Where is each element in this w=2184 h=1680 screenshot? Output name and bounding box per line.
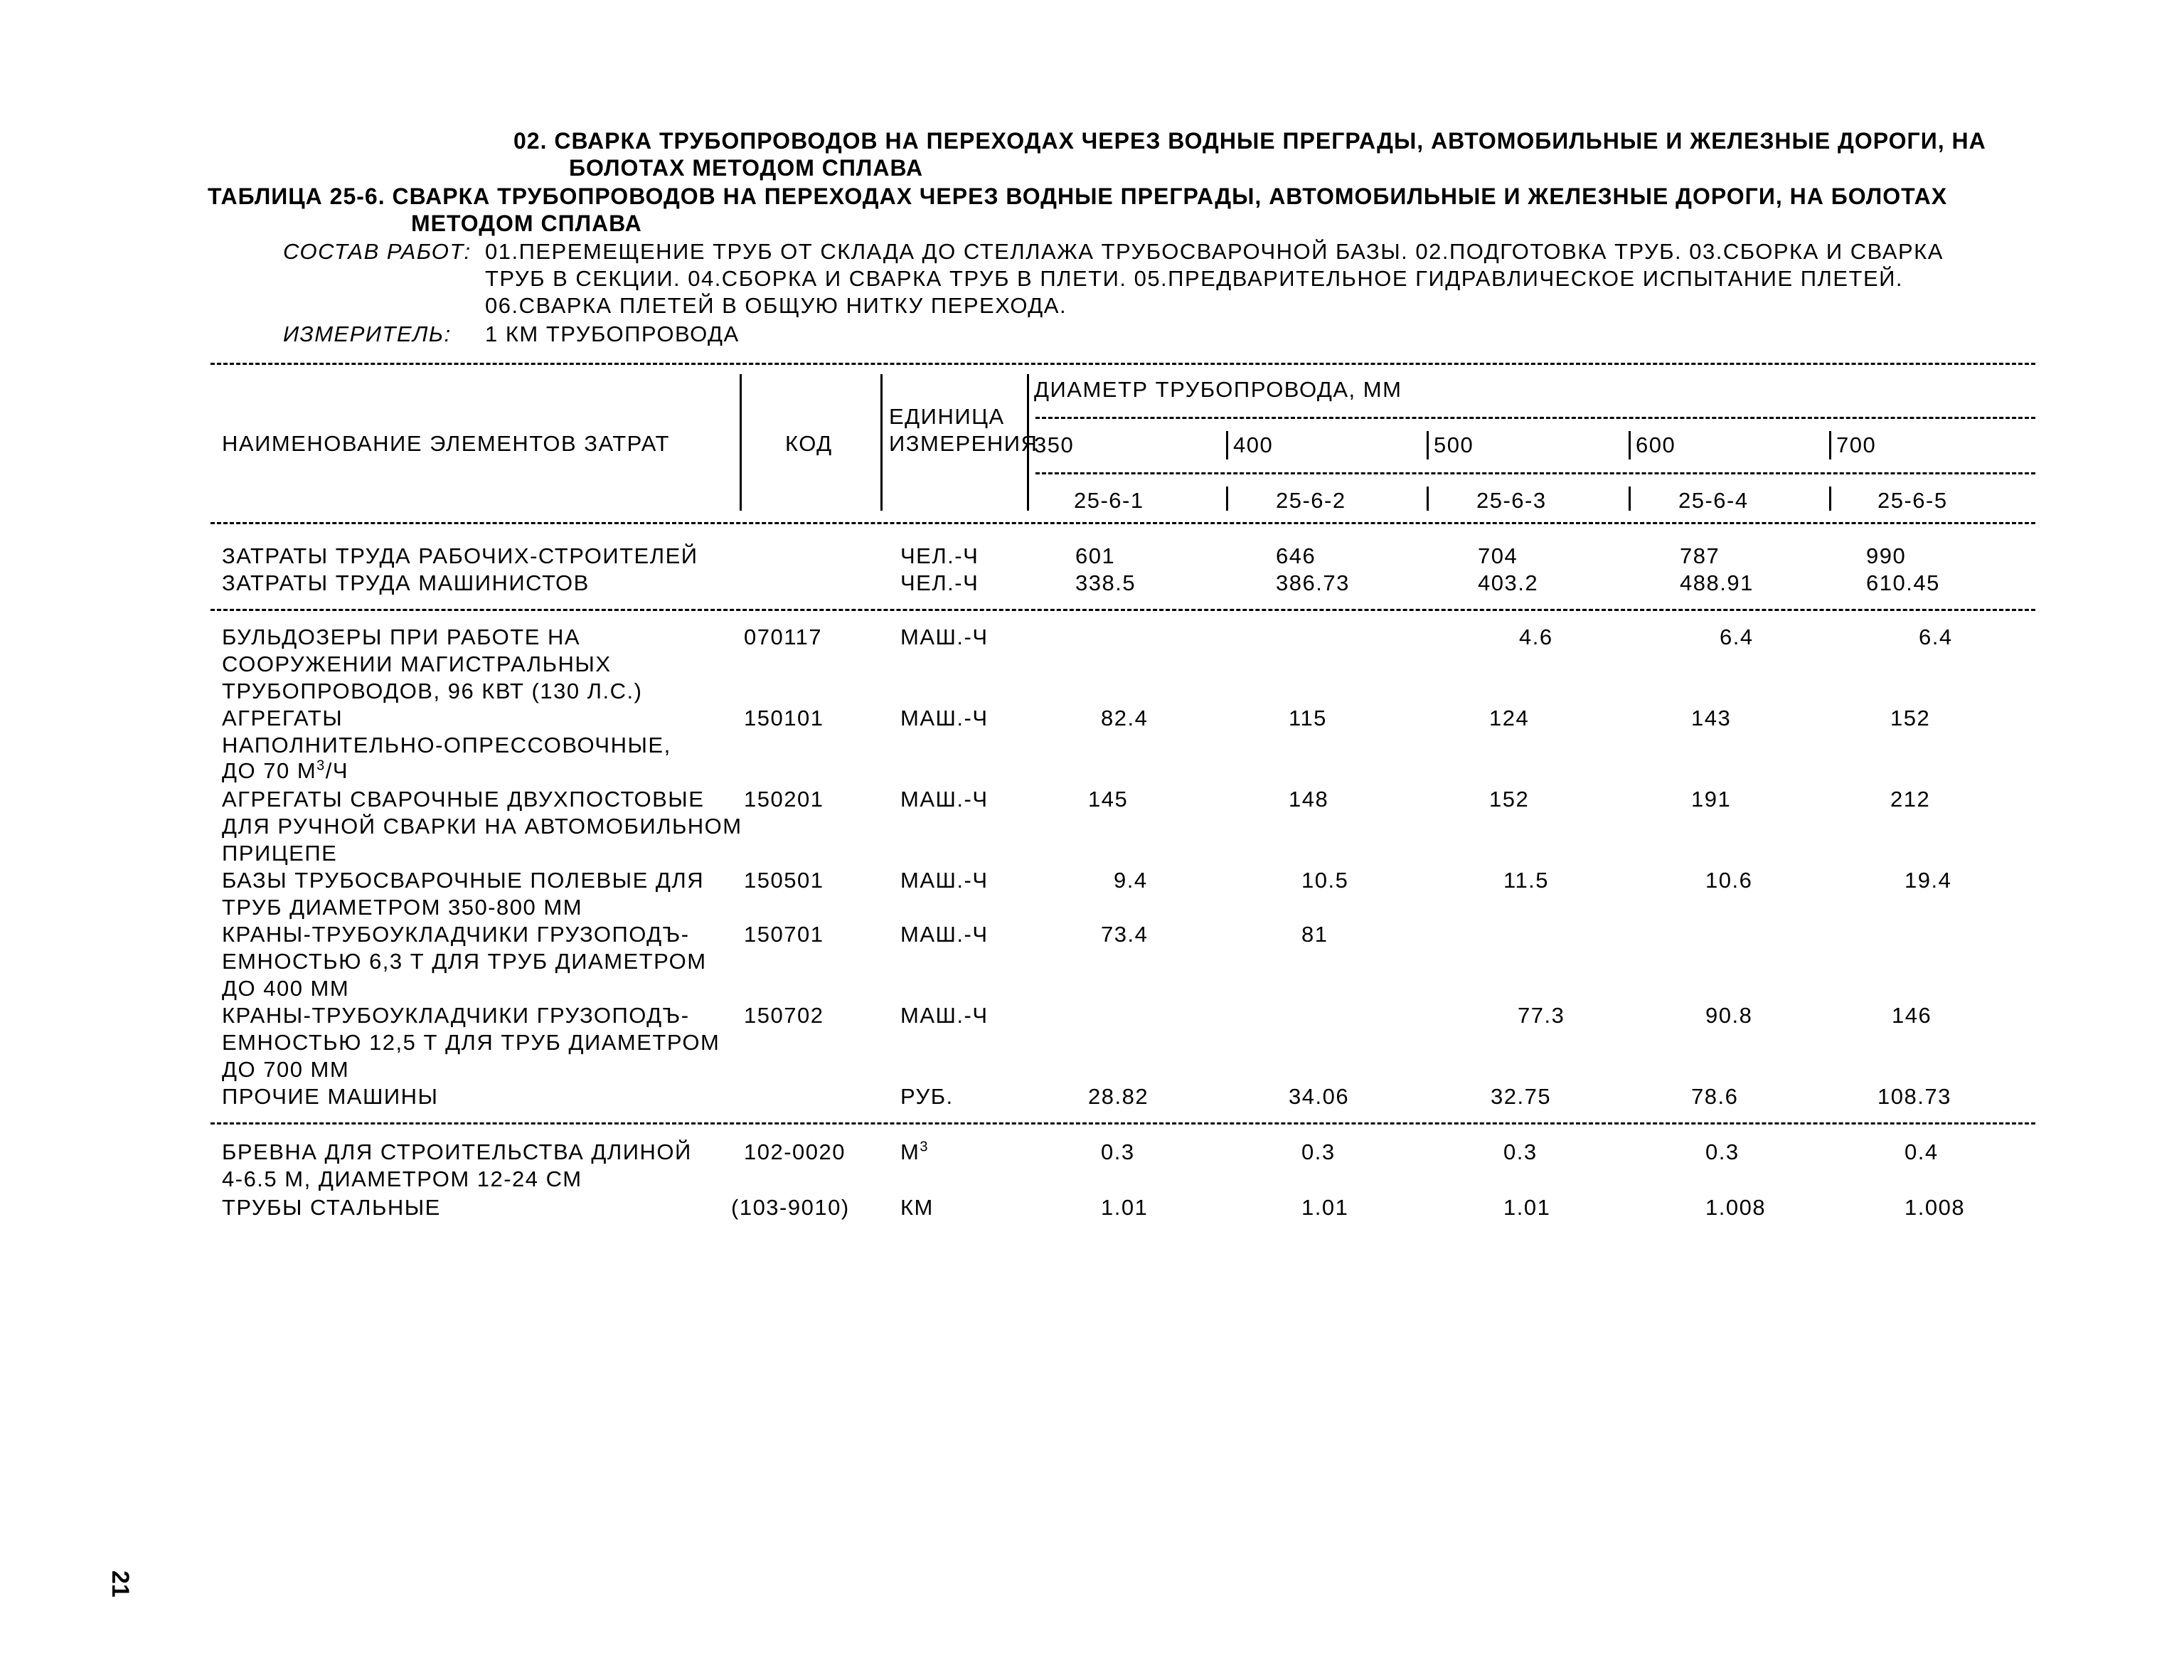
header-divider-700 <box>1829 431 1831 459</box>
material-row-2-v3: 1.01 <box>1503 1195 1551 1220</box>
header-diameter-group: ДИАМЕТР ТРУБОПРОВОДА, ММ <box>1034 377 1402 402</box>
machine-row-2-v5: 152 <box>1890 706 1931 730</box>
machine-row-7-v3: 32.75 <box>1491 1084 1552 1109</box>
code-25-6-5: 25-6-5 <box>1877 488 1948 513</box>
machine-row-1-v4: 6.4 <box>1720 624 1754 649</box>
material-row-1-name-1: БРЕВНА ДЛЯ СТРОИТЕЛЬСТВА ДЛИНОЙ <box>222 1139 692 1164</box>
machine-row-3-code: 150201 <box>744 787 824 812</box>
machine-row-2-v1: 82.4 <box>1101 706 1149 730</box>
scope-line1: 01.ПЕРЕМЕЩЕНИЕ ТРУБ ОТ СКЛАДА ДО СТЕЛЛАЖА ТРУБОСВАРОЧНОЙ БАЗЫ. 02.ПОДГОТОВКА ТРУБ. 03.СБОРКА И СВАРКА <box>485 239 1944 264</box>
header-unit-line2: ИЗМЕРЕНИЯ <box>889 431 1038 456</box>
header-unit-line1: ЕДИНИЦА <box>889 404 1005 429</box>
code-25-6-2: 25-6-2 <box>1276 488 1346 513</box>
material-row-2-v1: 1.01 <box>1101 1195 1149 1220</box>
diameter-600: 600 <box>1636 432 1676 457</box>
table-title-line2: МЕТОДОМ СПЛАВА <box>411 211 642 236</box>
machine-row-1-unit: МАШ.-Ч <box>900 624 989 649</box>
labor-row-2-v3: 403.2 <box>1478 570 1539 595</box>
machine-row-4-v3: 11.5 <box>1503 868 1550 893</box>
code-25-6-1: 25-6-1 <box>1074 488 1144 513</box>
machine-row-4-unit: МАШ.-Ч <box>900 868 989 893</box>
material-row-2-name-1: ТРУБЫ СТАЛЬНЫЕ <box>222 1195 441 1220</box>
material-row-1-code: 102-0020 <box>744 1139 846 1164</box>
material-row-1-v1: 0.3 <box>1101 1139 1135 1164</box>
header-divider-600 <box>1629 431 1631 459</box>
code-25-6-3: 25-6-3 <box>1476 488 1547 513</box>
labor-row-2-v1: 338.5 <box>1075 570 1136 595</box>
machine-row-2-name-2: НАПОЛНИТЕЛЬНО-ОПРЕССОВОЧНЫЕ, <box>222 733 671 757</box>
machine-row-2-unit: МАШ.-Ч <box>900 706 989 730</box>
header-divider-500 <box>1427 431 1429 459</box>
table-title-line1: ТАБЛИЦА 25-6. СВАРКА ТРУБОПРОВОДОВ НА ПЕРЕХОДАХ ЧЕРЕЗ ВОДНЫЕ ПРЕГРАДЫ, АВТОМОБИЛЬНЫЕ И ЖЕЛЕЗНЫЕ ДОРОГИ, НА БОЛОТАХ <box>208 184 1948 209</box>
code-25-6-4: 25-6-4 <box>1678 488 1749 513</box>
machine-row-4-name-2: ТРУБ ДИАМЕТРОМ 350-800 ММ <box>222 895 583 920</box>
material-row-2-code: (103-9010) <box>731 1195 850 1220</box>
labor-row-1-v1: 601 <box>1075 543 1116 568</box>
machine-row-1-v5: 6.4 <box>1919 624 1953 649</box>
machine-row-5-name-1: КРАНЫ-ТРУБОУКЛАДЧИКИ ГРУЗОПОДЪ- <box>222 922 690 947</box>
header-mid-rule-2 <box>1035 472 2035 474</box>
labor-row-1-name: ЗАТРАТЫ ТРУДА РАБОЧИХ-СТРОИТЕЛЕЙ <box>222 543 698 568</box>
labor-row-1-v5: 990 <box>1866 543 1907 568</box>
machine-row-5-v2: 81 <box>1301 922 1328 947</box>
machine-row-4-code: 150501 <box>744 868 824 893</box>
labor-row-2-name: ЗАТРАТЫ ТРУДА МАШИНИСТОВ <box>222 570 590 595</box>
machine-row-2-name-3 <box>222 758 348 784</box>
material-row-1-unit-text: М <box>900 1139 920 1164</box>
machine-row-5-name-2: ЕМНОСТЬЮ 6,3 Т ДЛЯ ТРУБ ДИАМЕТРОМ <box>222 949 707 974</box>
diameter-700: 700 <box>1836 432 1877 457</box>
diameter-400: 400 <box>1233 432 1274 457</box>
header-divider-1 <box>740 374 742 511</box>
machine-row-4-name-1: БАЗЫ ТРУБОСВАРОЧНЫЕ ПОЛЕВЫЕ ДЛЯ <box>222 868 705 893</box>
material-row-2-v2: 1.01 <box>1301 1195 1349 1220</box>
header-name-column: НАИМЕНОВАНИЕ ЭЛЕМЕНТОВ ЗАТРАТ <box>222 431 670 456</box>
header-code-column: КОД <box>785 431 833 456</box>
machine-row-3-name-1: АГРЕГАТЫ СВАРОЧНЫЕ ДВУХПОСТОВЫЕ <box>222 787 705 812</box>
machines-bottom-rule <box>211 1122 2035 1125</box>
machine-row-2-v2: 115 <box>1289 706 1327 730</box>
header-bottom-rule <box>211 522 2035 524</box>
machine-row-7-v1: 28.82 <box>1088 1084 1149 1109</box>
material-row-2-v4: 1.008 <box>1705 1195 1767 1220</box>
machine-row-2-name-3-text: ДО 70 М <box>222 758 317 783</box>
machine-row-7-v4: 78.6 <box>1691 1084 1739 1109</box>
machine-row-6-name-1: КРАНЫ-ТРУБОУКЛАДЧИКИ ГРУЗОПОДЪ- <box>222 1003 690 1028</box>
header-divider-2 <box>880 374 883 511</box>
header-mid-rule-1 <box>1035 417 2035 419</box>
machine-row-1-code: 070117 <box>744 624 823 649</box>
section-title-line1: 02. СВАРКА ТРУБОПРОВОДОВ НА ПЕРЕХОДАХ ЧЕРЕЗ ВОДНЫЕ ПРЕГРАДЫ, АВТОМОБИЛЬНЫЕ И ЖЕЛЕЗНЫЕ ДОРОГИ, НА <box>513 128 1986 154</box>
labor-bottom-rule <box>211 609 2035 611</box>
machine-row-3-v3: 152 <box>1489 787 1530 812</box>
machine-row-2-name-sup: 3 <box>316 757 326 774</box>
material-row-1-unit-sup: 3 <box>920 1139 929 1155</box>
machine-row-2-name-tail: /Ч <box>325 758 349 783</box>
machine-row-5-v1: 73.4 <box>1101 922 1149 947</box>
scope-label: СОСТАВ РАБОТ: <box>283 239 472 264</box>
material-row-1-unit <box>900 1139 929 1165</box>
labor-row-2-v4: 488.91 <box>1680 570 1754 595</box>
labor-row-1-v3: 704 <box>1478 543 1518 568</box>
code-divider-3 <box>1427 487 1429 511</box>
material-row-2-v5: 1.008 <box>1905 1195 1966 1220</box>
machine-row-3-v5: 212 <box>1890 787 1931 812</box>
machine-row-3-v1: 145 <box>1088 787 1129 812</box>
scope-line3: 06.СВАРКА ПЛЕТЕЙ В ОБЩУЮ НИТКУ ПЕРЕХОДА. <box>485 293 1067 318</box>
meter-label: ИЗМЕРИТЕЛЬ: <box>283 321 452 346</box>
code-divider-5 <box>1829 487 1831 511</box>
labor-row-2-v5: 610.45 <box>1866 570 1940 595</box>
machine-row-4-v1: 9.4 <box>1114 868 1148 893</box>
labor-row-2-unit: ЧЕЛ.-Ч <box>900 570 979 595</box>
code-divider-2 <box>1226 487 1228 511</box>
diameter-350: 350 <box>1034 432 1075 457</box>
machine-row-6-name-3: ДО 700 ММ <box>222 1057 350 1082</box>
machine-row-1-name-3: ТРУБОПРОВОДОВ, 96 КВТ (130 Л.С.) <box>222 679 643 703</box>
machine-row-3-unit: МАШ.-Ч <box>900 787 989 812</box>
machine-row-1-name-1: БУЛЬДОЗЕРЫ ПРИ РАБОТЕ НА <box>222 624 581 649</box>
machine-row-6-name-2: ЕМНОСТЬЮ 12,5 Т ДЛЯ ТРУБ ДИАМЕТРОМ <box>222 1030 720 1055</box>
code-divider-4 <box>1629 487 1631 511</box>
machine-row-3-v4: 191 <box>1691 787 1732 812</box>
machine-row-5-code: 150701 <box>744 922 824 947</box>
machine-row-3-v2: 148 <box>1289 787 1329 812</box>
machine-row-6-v4: 90.8 <box>1705 1003 1753 1028</box>
diameter-500: 500 <box>1434 432 1474 457</box>
machine-row-2-v4: 143 <box>1691 706 1732 730</box>
machine-row-2-name-1: АГРЕГАТЫ <box>222 706 343 730</box>
machine-row-7-v5: 108.73 <box>1877 1084 1951 1109</box>
machine-row-7-name-1: ПРОЧИЕ МАШИНЫ <box>222 1084 439 1109</box>
material-row-1-v5: 0.4 <box>1905 1139 1939 1164</box>
machine-row-6-unit: МАШ.-Ч <box>900 1003 989 1028</box>
machine-row-2-v3: 124 <box>1489 706 1530 730</box>
machine-row-2-code: 150101 <box>744 706 824 730</box>
table-top-rule <box>211 363 2035 365</box>
machine-row-4-v5: 19.4 <box>1905 868 1952 893</box>
machine-row-1-v3: 4.6 <box>1519 624 1553 649</box>
material-row-1-v3: 0.3 <box>1503 1139 1538 1164</box>
labor-row-1-unit: ЧЕЛ.-Ч <box>900 543 979 568</box>
labor-row-1-v2: 646 <box>1276 543 1316 568</box>
page-number: 21 <box>107 1570 134 1597</box>
machine-row-6-v5: 146 <box>1892 1003 1932 1028</box>
machine-row-4-v4: 10.6 <box>1705 868 1753 893</box>
machine-row-7-unit: РУБ. <box>900 1084 954 1109</box>
meter-value: 1 КМ ТРУБОПРОВОДА <box>485 321 740 346</box>
section-title-line2: БОЛОТАХ МЕТОДОМ СПЛАВА <box>569 155 924 181</box>
machine-row-6-code: 150702 <box>744 1003 824 1028</box>
scope-line2: ТРУБ В СЕКЦИИ. 04.СБОРКА И СВАРКА ТРУБ В ПЛЕТИ. 05.ПРЕДВАРИТЕЛЬНОЕ ГИДРАВЛИЧЕСКОЕ ИСПЫТАНИЕ ПЛЕТЕЙ. <box>485 266 1904 291</box>
material-row-1-v2: 0.3 <box>1301 1139 1336 1164</box>
labor-row-2-v2: 386.73 <box>1276 570 1350 595</box>
material-row-1-v4: 0.3 <box>1705 1139 1740 1164</box>
machine-row-7-v2: 34.06 <box>1289 1084 1350 1109</box>
header-divider-400 <box>1226 431 1228 459</box>
material-row-1-name-2: 4-6.5 М, ДИАМЕТРОМ 12-24 СМ <box>222 1166 582 1191</box>
machine-row-3-name-3: ПРИЦЕПЕ <box>222 841 338 866</box>
machine-row-1-name-2: СООРУЖЕНИИ МАГИСТРАЛЬНЫХ <box>222 652 612 676</box>
machine-row-5-unit: МАШ.-Ч <box>900 922 989 947</box>
machine-row-3-name-2: ДЛЯ РУЧНОЙ СВАРКИ НА АВТОМОБИЛЬНОМ <box>222 814 742 839</box>
material-row-2-unit: КМ <box>900 1195 934 1220</box>
machine-row-6-v3: 77.3 <box>1518 1003 1565 1028</box>
machine-row-4-v2: 10.5 <box>1301 868 1349 893</box>
labor-row-1-v4: 787 <box>1680 543 1720 568</box>
machine-row-5-name-3: ДО 400 ММ <box>222 976 350 1001</box>
